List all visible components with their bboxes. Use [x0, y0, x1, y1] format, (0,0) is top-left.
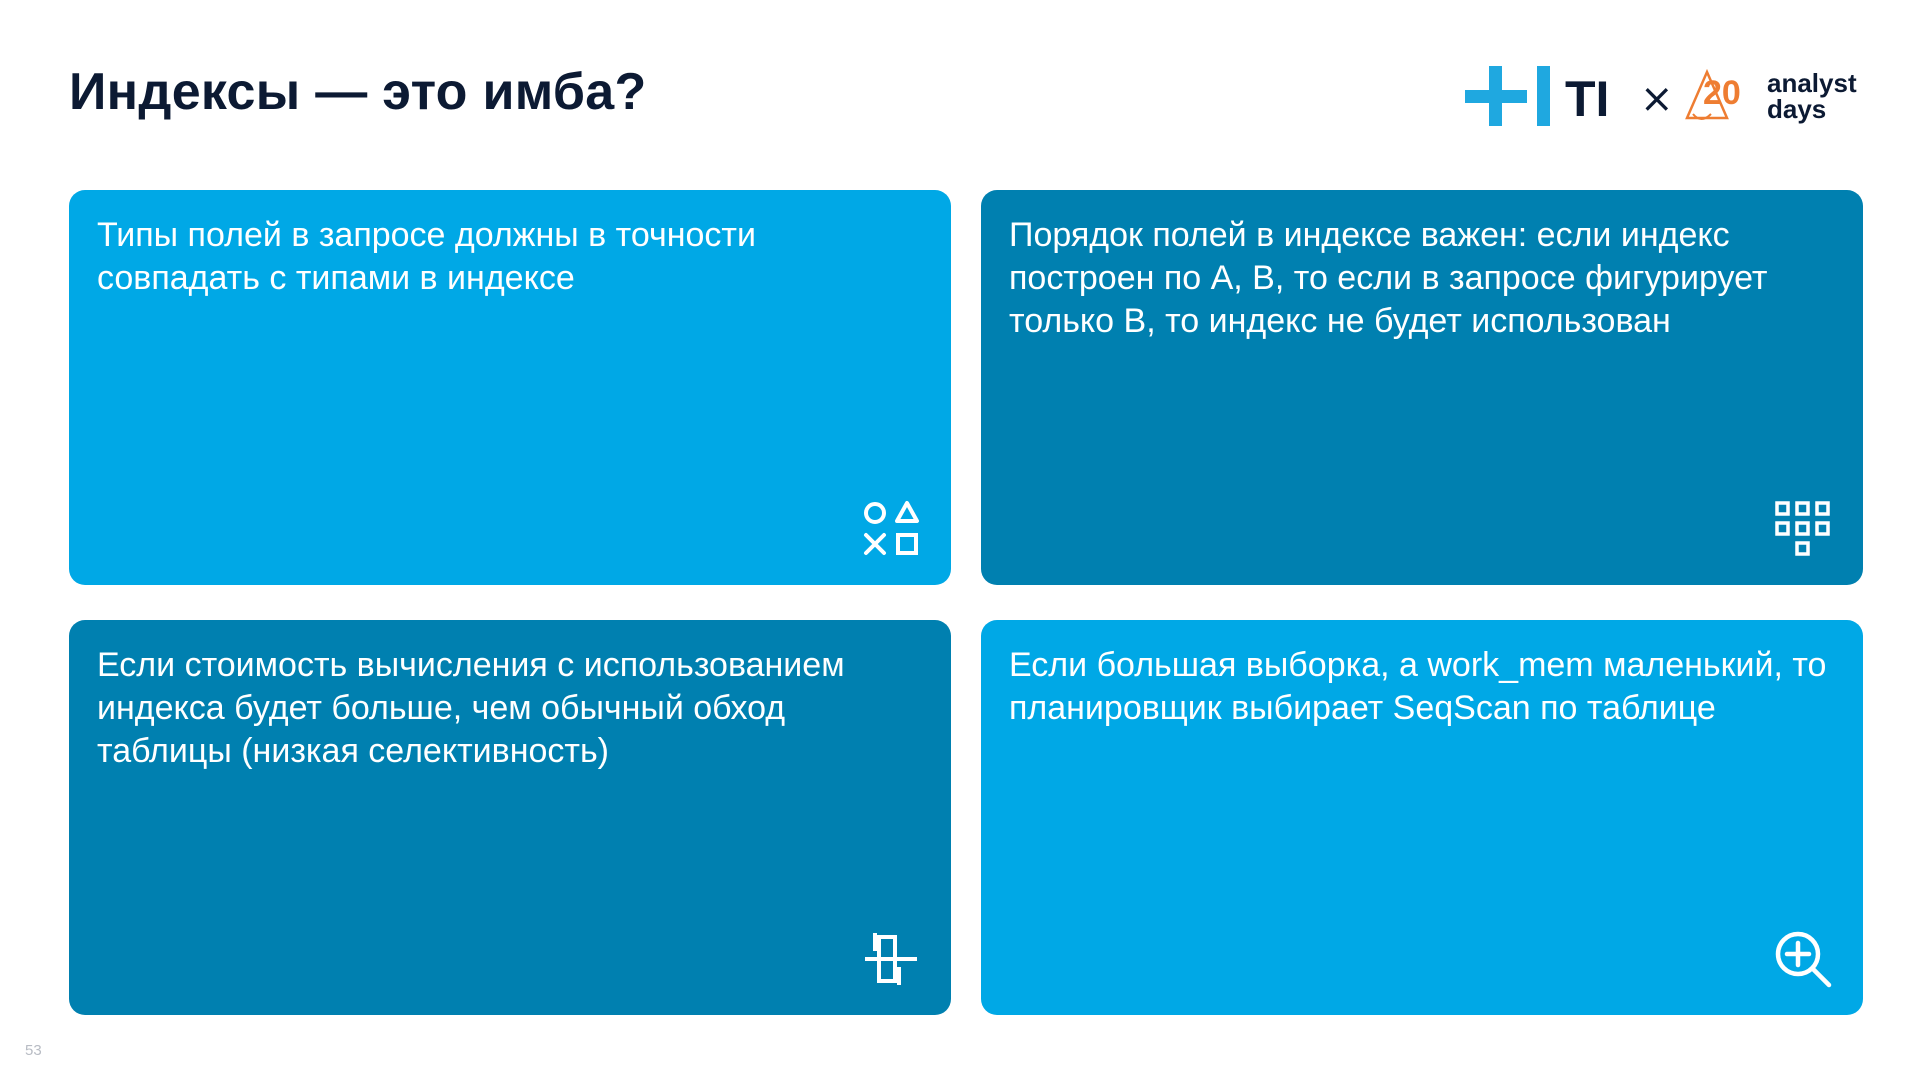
scale-bar-icon — [861, 929, 921, 989]
card-text: Если стоимость вычисления с использованием индекса будет больше, чем обычный обход таблицы (низкая селективность) — [97, 646, 845, 770]
tbank-plus-icon — [1465, 66, 1550, 126]
info-card-work-mem — [981, 620, 1863, 1015]
event-line2: days — [1767, 94, 1827, 124]
card-text: Типы полей в запросе должны в точности совпадать с типами в индексе — [97, 216, 756, 297]
info-card-field-order — [981, 190, 1863, 585]
brand-text: TI — [1565, 71, 1610, 127]
slide-title: Индексы — это имба? — [69, 63, 647, 121]
event-number: 20 — [1703, 74, 1741, 112]
card-text: Порядок полей в индексе важен: если индекс построен по A, B, то если в запросе фигурирует только B, то индекс не будет использован — [1009, 216, 1768, 340]
page-number: 53 — [25, 1042, 42, 1059]
shapes-icon — [861, 499, 921, 559]
info-card-field-types — [69, 190, 951, 585]
analyst-days-logo — [1687, 68, 1857, 124]
logo-separator: × — [1640, 76, 1674, 122]
zoom-in-icon — [1773, 929, 1833, 989]
logo-group — [1465, 66, 1885, 132]
info-card-low-selectivity — [69, 620, 951, 1015]
event-line1: analyst — [1767, 68, 1857, 98]
card-text: Если большая выборка, а work_mem маленький, то планировщик выбирает SeqScan по таблице — [1009, 646, 1827, 727]
grid-dots-icon — [1773, 499, 1833, 559]
